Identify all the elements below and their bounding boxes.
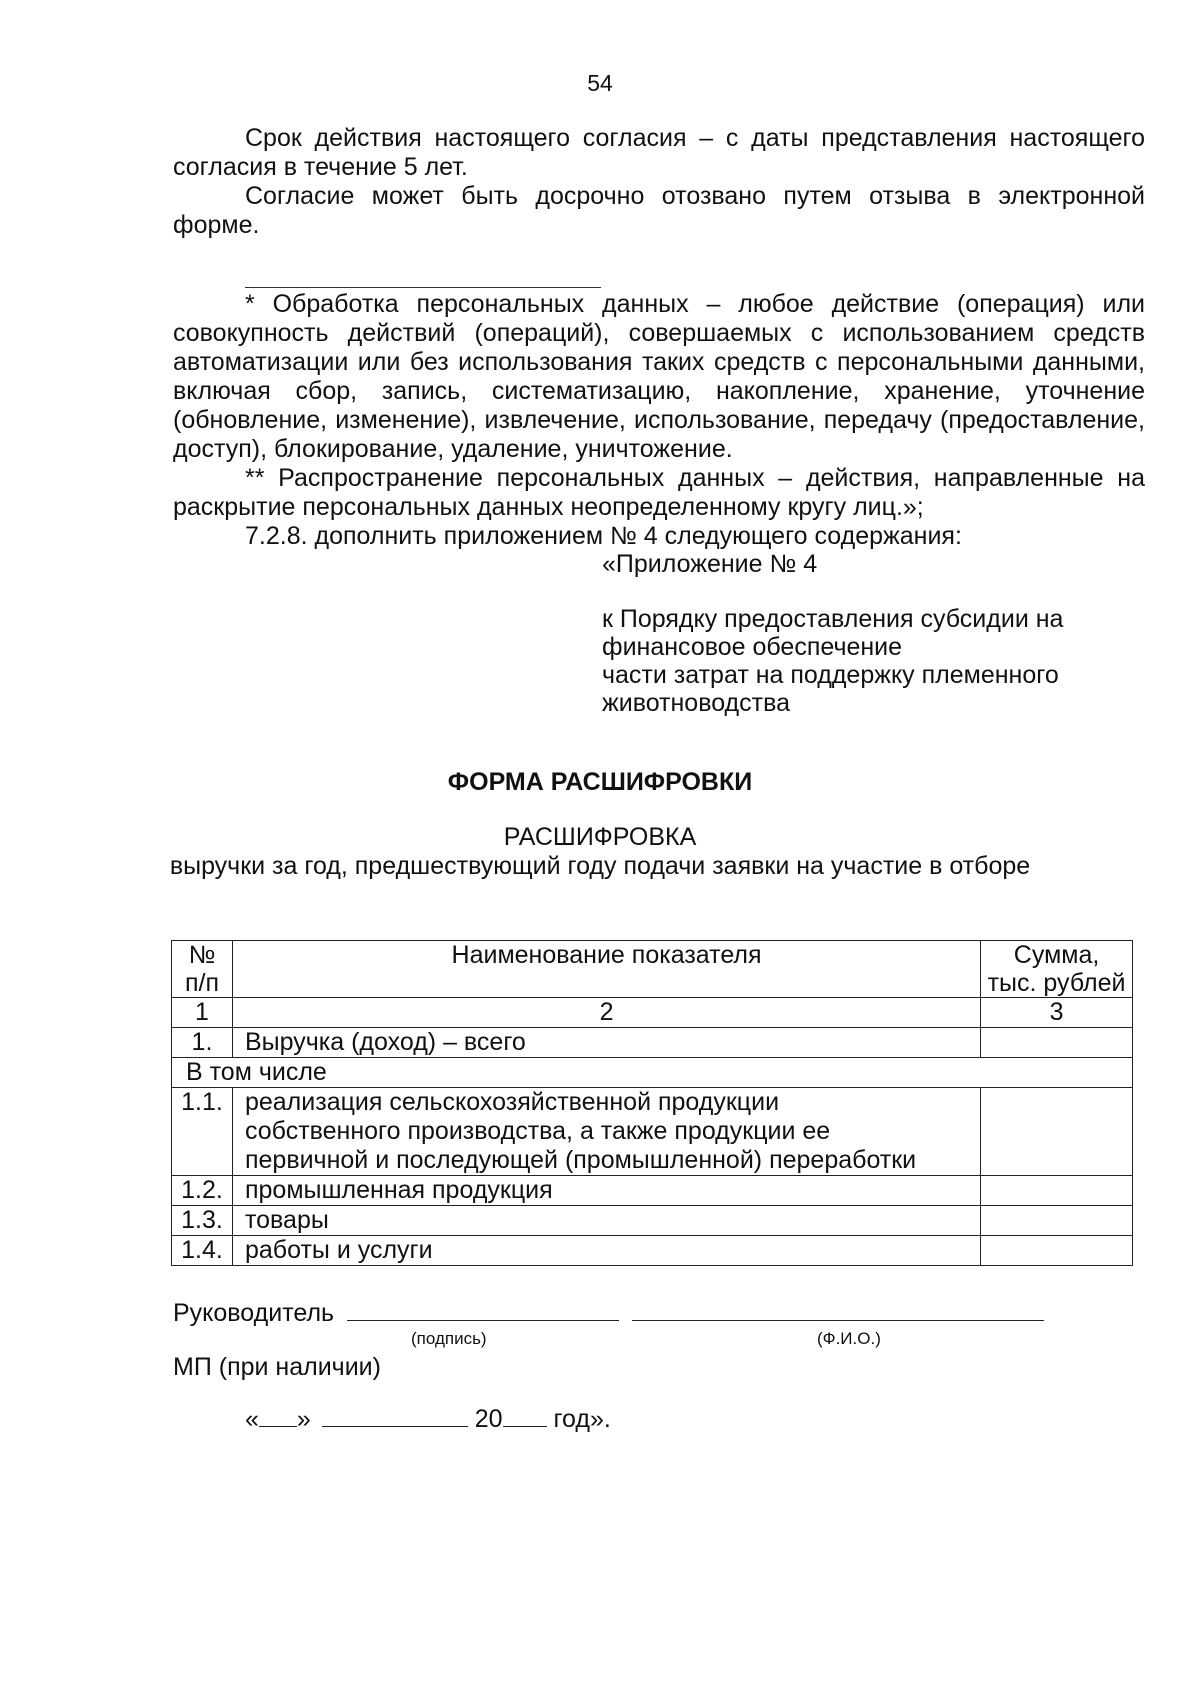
row-name: Выручка (доход) – всего <box>232 1028 980 1058</box>
row-name: работы и услуги <box>232 1236 980 1266</box>
row-sum <box>981 1236 1133 1266</box>
row-sum <box>981 1206 1133 1236</box>
appendix-reference <box>602 605 1122 717</box>
column-number-row <box>172 998 1133 1028</box>
table-row <box>172 1206 1133 1236</box>
decoding-heading <box>0 823 1200 881</box>
date-line: « » 20 год». <box>245 1405 611 1433</box>
row-num: 1.2. <box>172 1176 233 1206</box>
appendix-line-1: к Порядку предоставления субсидии на <box>602 605 1064 633</box>
stamp-label: МП (при наличии) <box>173 1353 381 1381</box>
appendix-line-2: финансовое обеспечение <box>602 633 903 661</box>
signature-caption: (подпись) <box>411 1329 487 1348</box>
footnote-separator <box>245 287 601 288</box>
row-num: 1.3. <box>172 1206 233 1236</box>
row-name: товары <box>232 1206 980 1236</box>
including-label: В том числе <box>172 1058 1133 1088</box>
consent-revoke-paragraph: Согласие может быть досрочно отозвано путем отзыва в электронной форме. <box>173 182 1145 239</box>
row-sum <box>981 1176 1133 1206</box>
appendix-title: «Приложение № 4 <box>602 550 818 578</box>
table-row <box>172 1088 1133 1176</box>
row-sum <box>981 1028 1133 1058</box>
footnote-processing: * Обработка персональных данных – любое действие (операция) или совокупность действий (операций), совершаемых с использованием средств автоматизации или без использования таких средств с персональными данными, включая сбор, запись, систематизацию, накопление, хранение, уточнение (обновление, изменение), извлечение, использование, передачу (предоставление, доступ), блокирование, удаление, уничтожение. <box>173 290 1145 463</box>
row-name: реализация сельскохозяйственной продукции собственного производства, а также продукции ее первичной и последующей (промышленной) переработки <box>232 1088 980 1176</box>
row-num: 1. <box>172 1028 233 1058</box>
fio-blank <box>632 1298 1044 1321</box>
header-name: Наименование показателя <box>232 941 980 998</box>
consent-term-paragraph: Срок действия настоящего согласия – с даты представления настоящего согласия в течение 5 лет. <box>173 124 1145 181</box>
page-number: 54 <box>587 70 613 96</box>
row-num: 1.4. <box>172 1236 233 1266</box>
amendment-item: 7.2.8. дополнить приложением № 4 следующего содержания: <box>245 522 962 550</box>
fio-caption: (Ф.И.О.) <box>817 1329 881 1348</box>
revenue-table <box>171 940 1133 1266</box>
decoding-title: РАСШИФРОВКА <box>503 823 697 851</box>
head-label: Руководитель <box>173 1299 335 1327</box>
signature-blank <box>347 1298 619 1321</box>
year-prefix: 20 <box>474 1405 503 1433</box>
decoding-subtitle: выручки за год, предшествующий году подачи заявки на участие в отборе <box>169 852 1031 880</box>
row-name: промышленная продукция <box>232 1176 980 1206</box>
table-row <box>172 1028 1133 1058</box>
signature-line <box>173 1298 1044 1328</box>
table-row <box>172 1176 1133 1206</box>
year-suffix: год». <box>553 1405 611 1433</box>
table-header-row <box>172 941 1133 998</box>
form-title: ФОРМА РАСШИФРОВКИ <box>447 768 753 796</box>
including-row <box>172 1058 1133 1088</box>
footnote-distribution: ** Распространение персональных данных – действия, направленные на раскрытие персональных данных неопределенному кругу лиц.»; <box>173 464 1145 521</box>
year-blank <box>503 1404 547 1427</box>
consent-text <box>173 124 1145 240</box>
table-row <box>172 1236 1133 1266</box>
appendix-line-4: животноводства <box>602 689 791 717</box>
footnotes <box>173 290 1145 551</box>
row-num: 1.1. <box>172 1088 233 1176</box>
col-number-3: 3 <box>981 998 1133 1028</box>
row-sum <box>981 1088 1133 1176</box>
header-sum: Сумма, тыс. рублей <box>981 941 1133 998</box>
appendix-line-3: части затрат на поддержку племенного <box>602 661 1059 689</box>
day-blank <box>259 1404 297 1427</box>
month-blank <box>322 1404 468 1427</box>
col-number-2: 2 <box>232 998 980 1028</box>
col-number-1: 1 <box>172 998 233 1028</box>
header-num: № п/п <box>172 941 233 998</box>
